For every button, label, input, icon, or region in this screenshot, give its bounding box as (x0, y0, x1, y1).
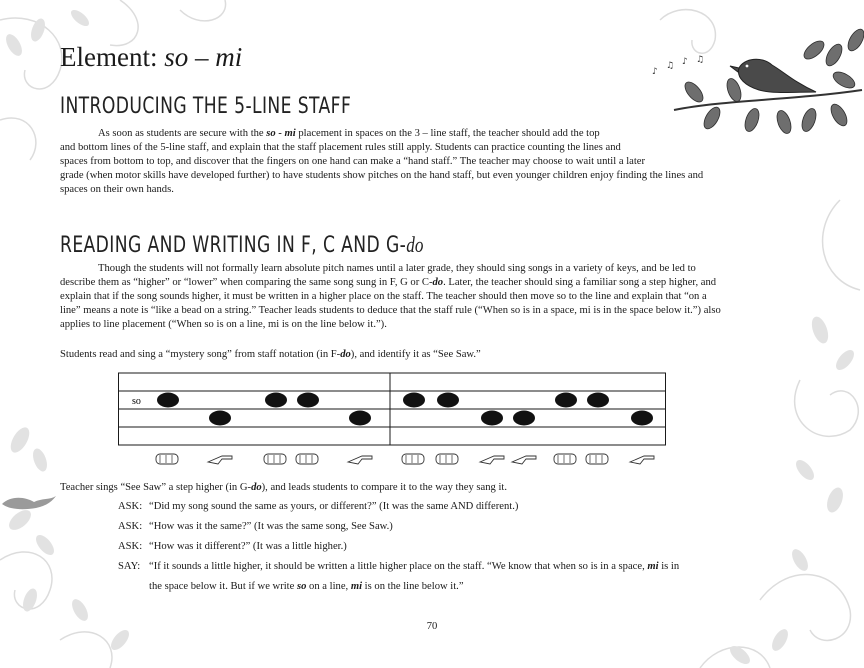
note-mi (481, 411, 503, 426)
text-run: explain that if the song sounds higher, it must be written in a higher place on the staff. The teacher should then move so to the line and explain that “on a (60, 291, 707, 302)
music-staff (118, 371, 668, 471)
text-run: As soon as students are secure with the (98, 128, 267, 139)
text-run: mi (647, 561, 659, 572)
dialog-label: ASK: (118, 541, 143, 552)
text-run: Though the students will not formally learn absolute pitch names until a later grade, they should sing songs in a variety of keys, and be led to (98, 263, 696, 274)
text-run: line” means a note is “like a bead on a string.” Teacher leads students to deduce that the staff rule (“When so is in a space, mi is in the space below it.”) also (60, 305, 721, 316)
section-heading-staff: INTRODUCING THE 5-LINE STAFF (60, 94, 352, 119)
text-run: spaces from bottom to top, and discover that the fingers on one hand can make a “hand staff.” The teacher may choose to wait until a later (60, 156, 646, 167)
text-run: is in (658, 561, 680, 572)
note-so (403, 393, 425, 408)
svg-text:♪: ♪ (682, 57, 688, 67)
svg-text:♪: ♪ (652, 67, 658, 77)
so-hand-sign-icon (586, 454, 608, 464)
mi-hand-sign-icon (348, 456, 372, 464)
svg-text:♫: ♫ (666, 61, 675, 71)
text-run: ), and identify it as “See Saw.” (350, 349, 481, 360)
page-title: Element: so – mi (60, 42, 243, 72)
text-run: do (340, 349, 351, 360)
dialog-line (118, 560, 798, 574)
text-run: do (251, 482, 262, 493)
text-run: grade (when motor skills have developed further) to have students show pitches on the hand staff, but even younger children enjoy finding the lines and (60, 170, 704, 181)
text-run: “Did my song sound the same as yours, or different?” (It was the same AND different.) (149, 501, 519, 512)
note-mi (209, 411, 231, 426)
text-run: ), and leads students to compare it to the way they sang it. (261, 482, 508, 493)
so-hand-sign-icon (156, 454, 178, 464)
so-hand-sign-icon (264, 454, 286, 464)
so-hand-sign-icon (436, 454, 458, 464)
text-run: spaces on their own hands. (60, 184, 174, 195)
note-so (555, 393, 577, 408)
text-run: placement in spaces on the 3 – line staff, the teacher should add the top (295, 128, 600, 139)
dialog-line (118, 520, 798, 534)
so-hand-sign-icon (296, 454, 318, 464)
dialog-label: ASK: (118, 521, 143, 532)
note-mi (513, 411, 535, 426)
text-run: “How was it different?” (It was a little higher.) (149, 541, 347, 552)
note-mi (631, 411, 653, 426)
section-heading-reading-writing: READING AND WRITING IN F, C AND G-do (60, 232, 424, 258)
note-so (587, 393, 609, 408)
text-run: describe them as “higher” or “lower” when comparing the same song sung in F, G or C- (60, 277, 433, 288)
dialog-label: ASK: (118, 501, 143, 512)
text-run: applies to line placement (“When so is on a line, mi is on the line below it.”). (60, 319, 387, 330)
text-run: . Later, the teacher should sing a familiar song a step higher, and (443, 277, 717, 288)
dialog-line (118, 540, 798, 554)
text-run: Students read and sing a “mystery song” from staff notation (in F- (60, 349, 341, 360)
mi-hand-sign-icon (512, 456, 536, 464)
paragraph-teacher-sings (60, 481, 790, 495)
so-line-label: so (132, 396, 141, 407)
text-run: so - mi (266, 128, 296, 139)
page-number: 70 (426, 621, 438, 632)
small-bird-illustration (0, 488, 60, 518)
text-run: mi (350, 581, 363, 592)
mi-hand-sign-icon (208, 456, 232, 464)
so-hand-sign-icon (402, 454, 424, 464)
text-run: do (432, 277, 444, 288)
so-hand-sign-icon (554, 454, 576, 464)
text-run: “How was it the same?” (It was the same song, See Saw.) (149, 521, 393, 532)
note-so (265, 393, 287, 408)
text-run: Teacher sings “See Saw” a step higher (in G- (60, 482, 252, 493)
text-run: so (296, 581, 307, 592)
text-run: the space below it. But if we write (149, 581, 297, 592)
text-run: and bottom lines of the 5-line staff, and explain that the staff placement rules still apply. Students can practice counting the lines and (60, 142, 621, 153)
note-mi (349, 411, 371, 426)
paragraph-reading-writing (60, 262, 790, 332)
paragraph-staff (60, 127, 790, 197)
text-run: on a line, (306, 581, 351, 592)
note-so (157, 393, 179, 408)
dialog-label: SAY: (118, 561, 141, 572)
mi-hand-sign-icon (630, 456, 654, 464)
paragraph-mystery-song (60, 348, 790, 362)
dialog-line (118, 500, 798, 514)
dialog-continuation (149, 580, 464, 594)
text-run: is on the line below it.” (362, 581, 464, 592)
text-run: “If it sounds a little higher, it should be written a little higher place on the staff. “We know that when so is in a space, (149, 561, 648, 572)
svg-text:♫: ♫ (696, 55, 705, 65)
note-so (437, 393, 459, 408)
note-so (297, 393, 319, 408)
mi-hand-sign-icon (480, 456, 504, 464)
